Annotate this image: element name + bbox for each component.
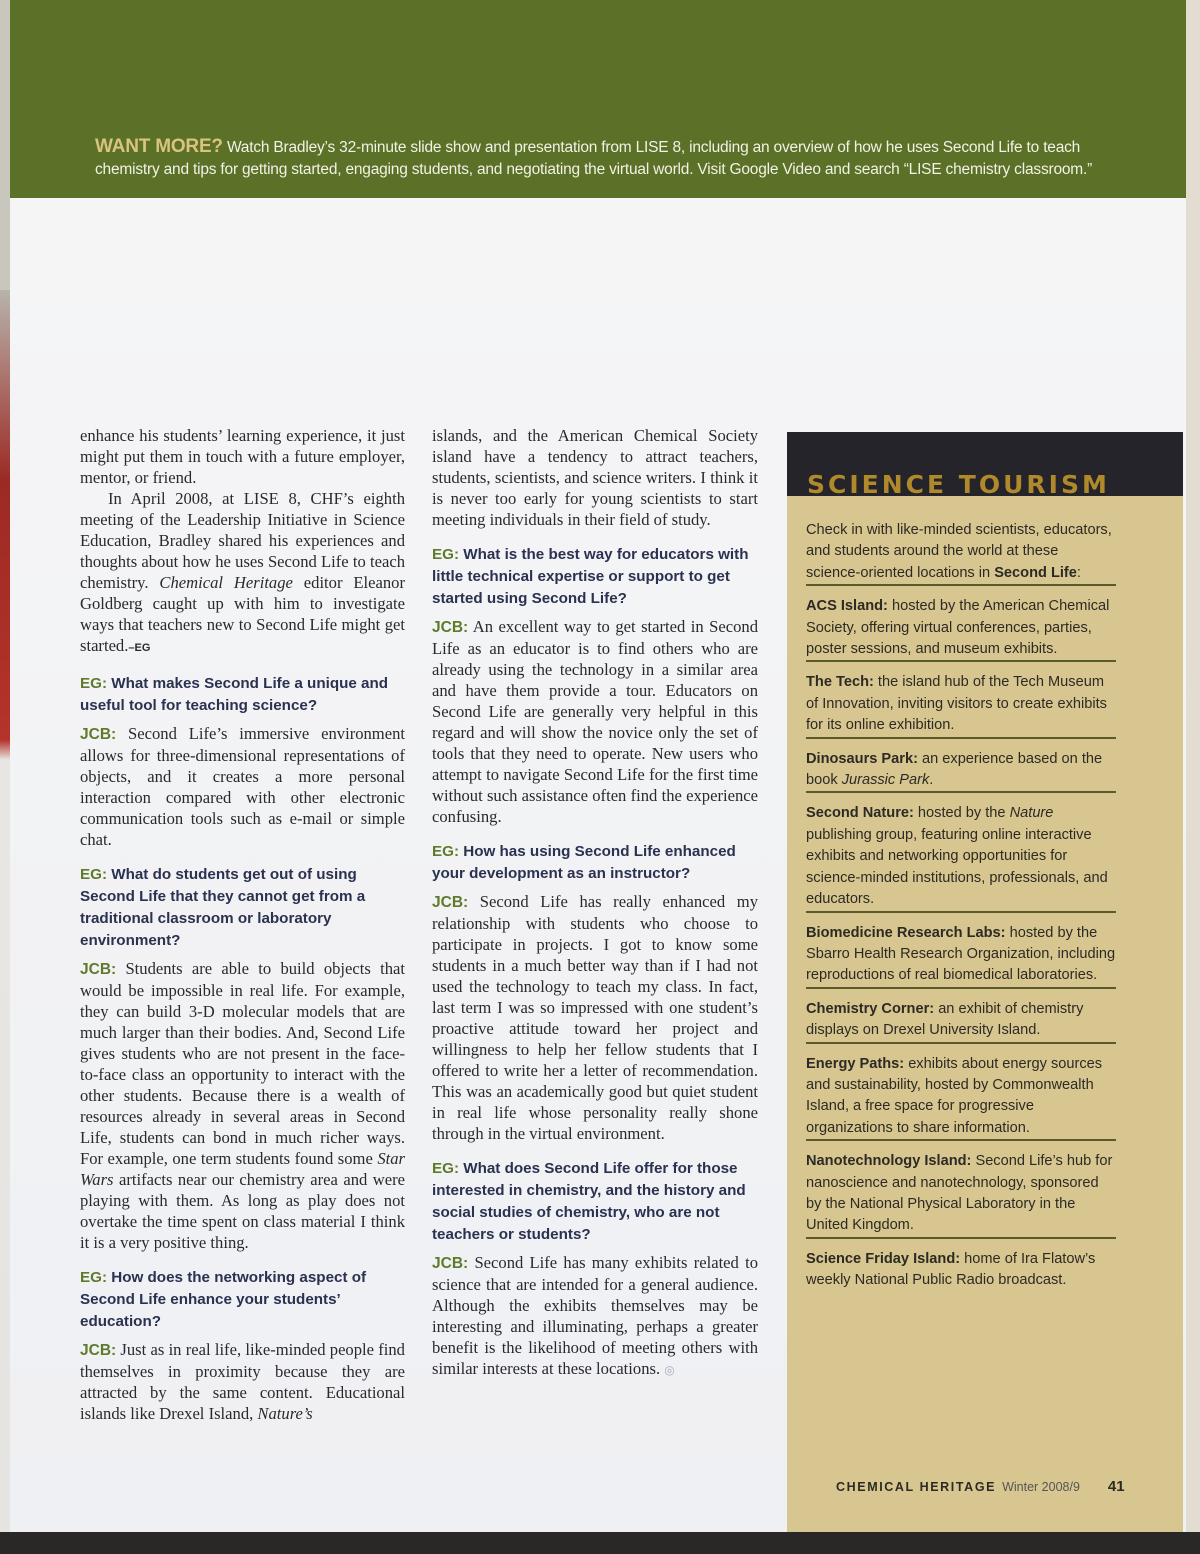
answer-speaker: JCB: bbox=[432, 619, 469, 636]
entry-name: The Tech: bbox=[806, 674, 874, 691]
continued-answer: islands, and the American Chemical Society island have a tendency to attract teachers, students, scientists, and science writers. I think it is never too early for young scientists to start meeting individuals in their field of study. bbox=[432, 426, 758, 529]
entry-name: Chemistry Corner: bbox=[806, 1000, 935, 1017]
sidebar-title: SCIENCE TOURISM bbox=[807, 470, 1110, 499]
question-text: What is the best way for educators with little technical expertise or support to get started using Second Life? bbox=[432, 546, 749, 607]
entry-name: Energy Paths: bbox=[806, 1055, 905, 1072]
answer-text: Star Wars bbox=[80, 1149, 405, 1189]
entry-description: the island hub of the Tech Museum of Innovation, inviting visitors to create exhibits for its online exhibition. bbox=[806, 674, 1107, 734]
answer-text: Second Life’s immersive environment allows for three-dimensional representations of objects, and it creates a more personal interaction compared with other electronic communication tools such as e-mail or simple chat. bbox=[80, 724, 405, 849]
answer-speaker: JCB: bbox=[432, 894, 469, 911]
page-number: 41 bbox=[1107, 1478, 1125, 1495]
editor-signature: –EG bbox=[128, 642, 151, 654]
entry-description: an experience based on the book bbox=[806, 750, 1103, 789]
sidebar-entry bbox=[806, 911, 1116, 987]
page-footer bbox=[836, 1478, 1125, 1495]
answer-speaker: JCB: bbox=[80, 726, 117, 743]
entry-description: publishing group, featuring online interactive exhibits and networking opportunities for science-minded institutions, professionals, and educators. bbox=[806, 826, 1108, 908]
intro-paragraph-2 bbox=[80, 488, 405, 659]
sidebar-body bbox=[806, 520, 1116, 1292]
issue-label: Winter 2008/9 bbox=[1002, 1480, 1080, 1494]
answer-text: Second Life has many exhibits related to science that are intended for a general audience. Although the exhibits themselves may be interesting and illuminating, perhaps a greater benefit is the likelihood of meeting others with similar interests at these locations. bbox=[432, 1253, 759, 1378]
entry-description: hosted by the bbox=[913, 805, 1010, 822]
sidebar-entry bbox=[806, 791, 1116, 910]
sidebar-intro-end: : bbox=[1076, 564, 1081, 581]
answer bbox=[80, 1339, 405, 1424]
sidebar-entry bbox=[806, 660, 1116, 736]
intro-paragraph: enhance his students’ learning experience, it just might put them in touch with a future employer, mentor, or friend. bbox=[80, 426, 405, 487]
answer-text: An excellent way to get started in Second Life as an educator is to find others who are already using the technology in a similar area and have them provide a tour. Educators on Second Life are generally very helpful in this regard and will show the novice only the set of tools that they need to operate. New users who attempt to navigate Second Life for the first time without such assistance often find the experience confusing. bbox=[432, 617, 758, 826]
question-text: How has using Second Life enhanced your development as an instructor? bbox=[432, 843, 736, 882]
sidebar-entry bbox=[806, 584, 1116, 660]
question-text: How does the networking aspect of Second Life enhance your students’ education? bbox=[80, 1269, 367, 1330]
question bbox=[80, 673, 405, 717]
question-speaker: EG: bbox=[432, 843, 460, 860]
entry-description: Second Life’s hub for nanoscience and nanotechnology, sponsored by the National Physical Laboratory in the United Kingdom. bbox=[806, 1153, 1113, 1234]
science-tourism-sidebar bbox=[787, 432, 1183, 1532]
sidebar-intro-text: Check in with like-minded scientists, educators, and students around the world at these science-oriented locations in bbox=[806, 522, 1112, 581]
entry-name: Dinosaurs Park: bbox=[806, 750, 918, 767]
article-column-2 bbox=[432, 425, 758, 1381]
answer-speaker: JCB: bbox=[80, 1342, 117, 1359]
entry-description: exhibits about energy sources and sustainability, hosted by Commonwealth Island, a free space for progressive organizations to share information. bbox=[806, 1055, 1103, 1136]
answer-text: artifacts near our chemistry area and were playing with them. As long as play does not overtake the time spent on class material I think it is a very positive thing. bbox=[80, 1170, 405, 1252]
answer-text: Just as in real life, like-minded people find themselves in proximity because they are attracted by the same content. Educational islands like Drexel Island, bbox=[80, 1340, 405, 1423]
answer-text: Second Life has really enhanced my relationship with students who choose to participate in projects. I got to know some students in a much better way than if I had not used the technology to teach my class. In fact, last term I was so impressed with one student’s proactive attitude toward her project and willingness to help her fellow students that I offered to write her a letter of recommendation. This was an academically good but quiet student in real life whose personality really shone through in the virtual environment. bbox=[432, 892, 758, 1143]
entry-description: Jurassic Park bbox=[841, 772, 930, 789]
question-text: What makes Second Life a unique and useful tool for teaching science? bbox=[80, 675, 389, 714]
answer bbox=[432, 891, 758, 1144]
entry-description: Nature bbox=[1009, 805, 1054, 822]
question bbox=[432, 544, 758, 610]
question bbox=[80, 864, 405, 952]
scan-edge-left bbox=[0, 0, 10, 1554]
entry-description: home of Ira Flatow’s weekly National Public Radio broadcast. bbox=[806, 1250, 1096, 1289]
entry-description: hosted by the Sbarro Health Research Organization, including reproductions of real biomedical laboratories. bbox=[806, 924, 1116, 984]
want-more-banner bbox=[10, 0, 1186, 198]
question bbox=[432, 1158, 758, 1246]
question-speaker: EG: bbox=[432, 546, 460, 563]
entry-name: Biomedicine Research Labs: bbox=[806, 924, 1006, 941]
sidebar-entry bbox=[806, 737, 1116, 792]
answer-speaker: JCB: bbox=[80, 961, 117, 978]
sidebar-entry bbox=[806, 1139, 1116, 1237]
sidebar-intro bbox=[806, 520, 1116, 584]
entry-description: . bbox=[929, 772, 934, 789]
intro-text: In April 2008, at LISE 8, CHF’s eighth meeting of the Leadership Initiative in Science Education, Bradley shared his experiences and thoughts about how he uses Second Life to teach chemistry. bbox=[80, 489, 405, 592]
end-mark-icon: ◎ bbox=[664, 1363, 675, 1377]
answer bbox=[432, 616, 758, 827]
answer bbox=[80, 723, 405, 850]
question-speaker: EG: bbox=[80, 1269, 108, 1286]
entry-name: ACS Island: bbox=[806, 598, 888, 615]
answer-speaker: JCB: bbox=[432, 1255, 469, 1272]
question-speaker: EG: bbox=[80, 675, 108, 692]
entry-description: an exhibit of chemistry displays on Drexel University Island. bbox=[806, 1000, 1084, 1039]
banner-body: Watch Bradley’s 32-minute slide show and presentation from LISE 8, including an overview of how he uses Second Life to teach chemistry and tips for getting started, engaging students, and negotiating the virtual world. Visit Google Video and search “LISE chemistry classroom.” bbox=[95, 139, 1093, 178]
answer bbox=[80, 958, 405, 1253]
answer-text: Students are able to build objects that would be impossible in real life. For example, they can build 3-D molecular models that are much larger than their bodies. And, Second Life gives students who are not present in the face-to-face class an opportunity to interact with the other students. Because there is a wealth of resources already in several areas in Second Life, students can bond in much richer ways. For example, one term students found some bbox=[80, 959, 405, 1168]
entry-name: Science Friday Island: bbox=[806, 1250, 961, 1267]
question-speaker: EG: bbox=[80, 866, 108, 883]
entry-description: hosted by the American Chemical Society, offering virtual conferences, parties, poster sessions, and museum exhibits. bbox=[806, 598, 1110, 658]
entry-name: Second Nature: bbox=[806, 805, 914, 822]
question-text: What do students get out of using Second Life that they cannot get from a traditional classroom or laboratory environment? bbox=[80, 866, 366, 949]
question-text: What does Second Life offer for those interested in chemistry, and the history and social studies of chemistry, who are not teachers or students? bbox=[432, 1160, 746, 1243]
scan-edge-right bbox=[1186, 0, 1200, 1554]
sidebar-entry bbox=[806, 1237, 1116, 1292]
question-speaker: EG: bbox=[432, 1160, 460, 1177]
article-column-1 bbox=[80, 425, 405, 1424]
scan-edge-bottom bbox=[0, 1532, 1200, 1554]
sidebar-entry bbox=[806, 1042, 1116, 1140]
banner-lead: WANT MORE? bbox=[95, 136, 223, 157]
entry-name: Nanotechnology Island: bbox=[806, 1153, 972, 1170]
answer-text: Nature’s bbox=[257, 1404, 313, 1423]
magazine-name: Chemical Heritage bbox=[159, 573, 293, 592]
sidebar-entry bbox=[806, 987, 1116, 1042]
sidebar-intro-bold: Second Life bbox=[994, 564, 1077, 581]
banner-text bbox=[95, 136, 1135, 181]
magazine-title: CHEMICAL HERITAGE bbox=[836, 1480, 997, 1494]
question bbox=[432, 841, 758, 885]
question bbox=[80, 1267, 405, 1333]
answer bbox=[432, 1252, 758, 1381]
intro-text: editor Eleanor Goldberg caught up with him to investigate ways that teachers new to Second Life might get started. bbox=[80, 573, 405, 655]
